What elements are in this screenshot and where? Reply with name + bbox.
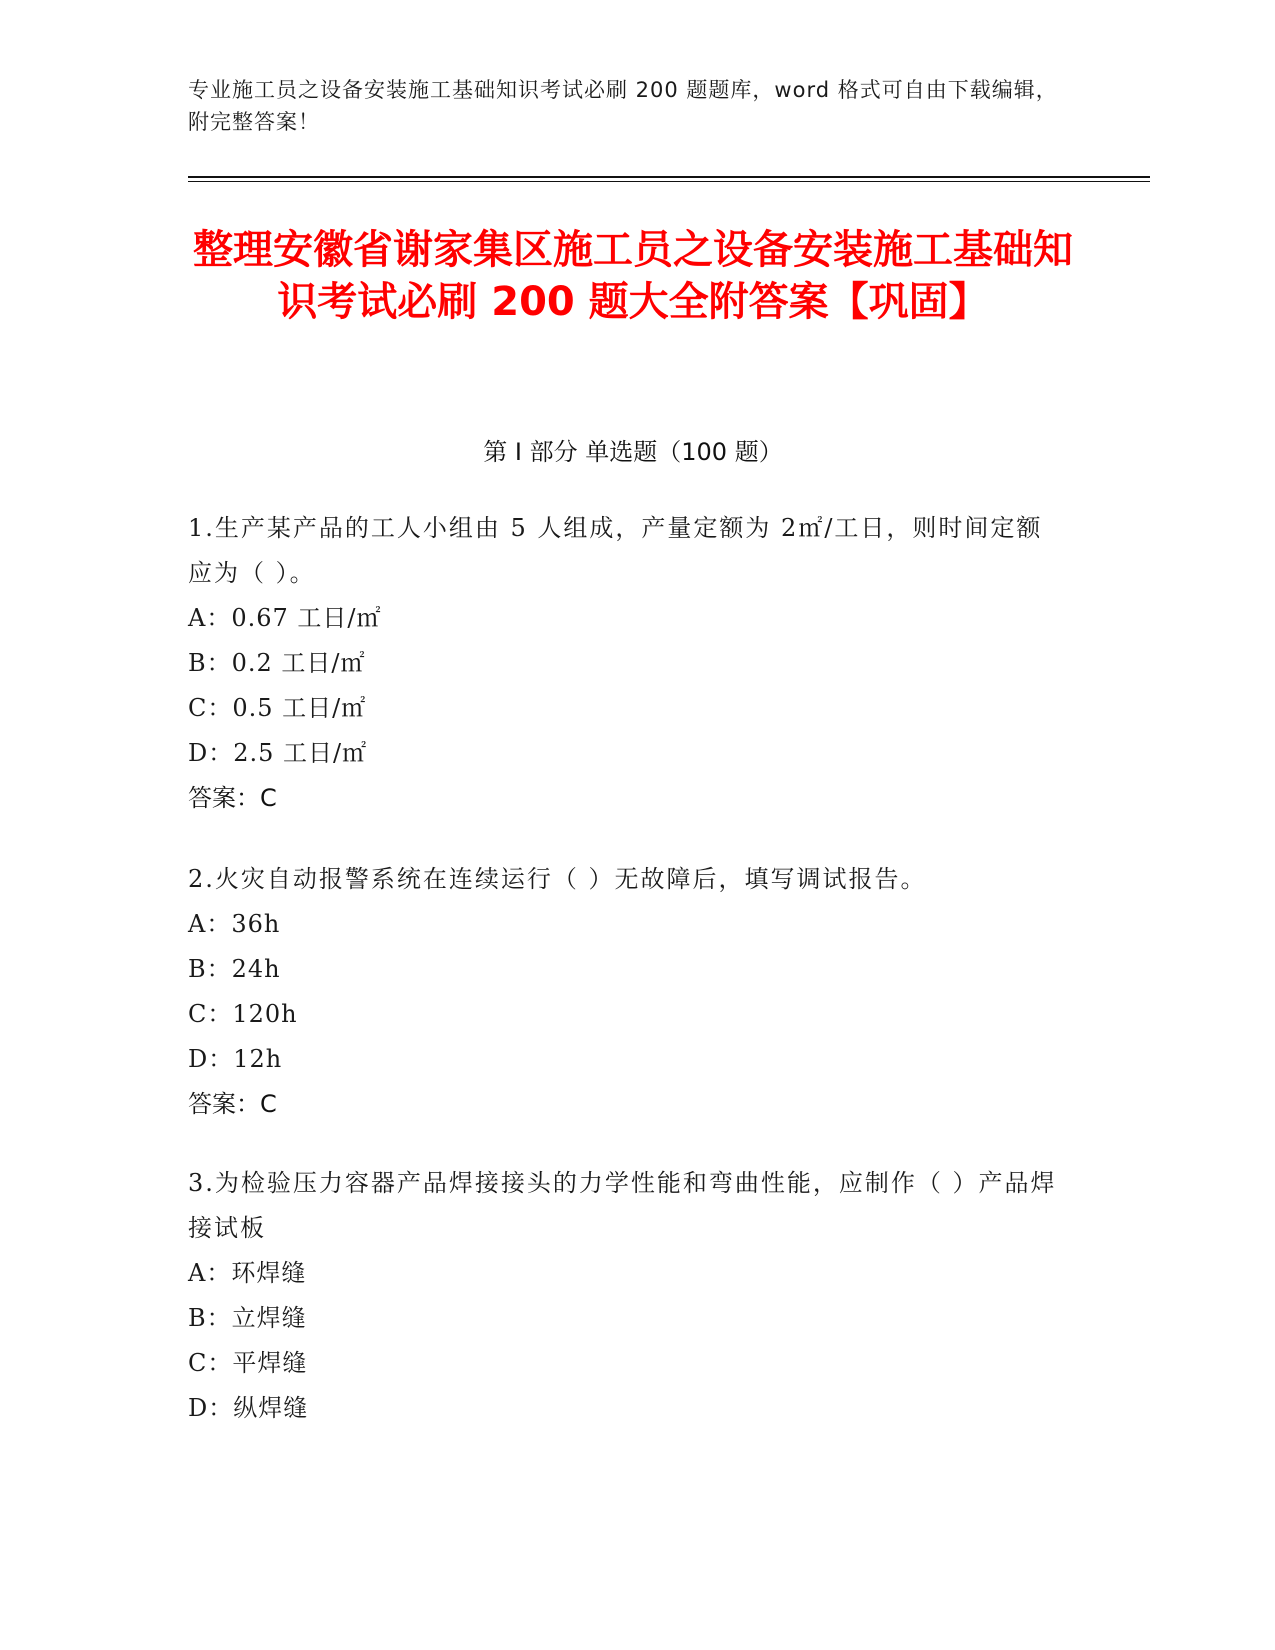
option-c: C：0.5 工日/㎡ [188, 694, 367, 722]
header-divider-thick [188, 176, 1150, 178]
document-title: 整理安徽省谢家集区施工员之设备安装施工基础知识考试必刷 200 题大全附答案【巩固】 [193, 227, 1073, 325]
answer: 答案：C [188, 784, 277, 812]
answer: 答案：C [188, 1090, 277, 1118]
option-a: A：36h [188, 910, 281, 938]
option-d: D：12h [188, 1045, 283, 1073]
question-3 [188, 1161, 1068, 1431]
option-a: A：0.67 工日/㎡ [188, 604, 382, 632]
option-b: B：0.2 工日/㎡ [188, 649, 366, 677]
question-stem: 1.生产某产品的工人小组由 5 人组成，产量定额为 2㎡/工日，则时间定额应为（ ）。 [188, 514, 1043, 587]
question-1 [188, 506, 1068, 821]
question-stem: 2.火灾自动报警系统在连续运行（ ）无故障后，填写调试报告。 [188, 865, 927, 893]
option-b: B：立焊缝 [188, 1304, 307, 1332]
option-c: C：120h [188, 1000, 298, 1028]
option-b: B：24h [188, 955, 281, 983]
option-d: D：纵焊缝 [188, 1394, 309, 1422]
question-stem: 3.为检验压力容器产品焊接接头的力学性能和弯曲性能，应制作（ ）产品焊接试板 [188, 1169, 1057, 1242]
option-c: C：平焊缝 [188, 1349, 308, 1377]
option-a: A：环焊缝 [188, 1259, 307, 1287]
header-note: 专业施工员之设备安装施工基础知识考试必刷 200 题题库，word 格式可自由下载编辑，附完整答案！ [188, 78, 1058, 134]
header-divider-thin [188, 181, 1150, 182]
option-d: D：2.5 工日/㎡ [188, 739, 368, 767]
question-2 [188, 857, 1068, 1127]
section-heading: 第 I 部分 单选题（100 题） [483, 438, 783, 466]
